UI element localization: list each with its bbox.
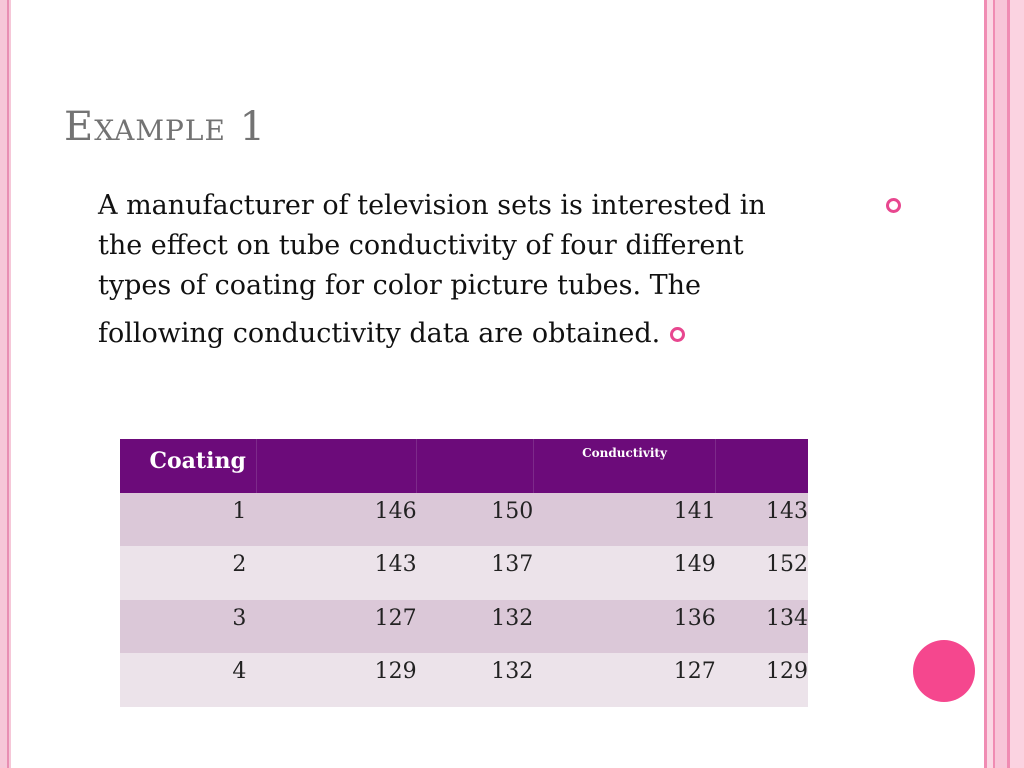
slide-title: Example 1 [64, 104, 267, 150]
conductivity-table [120, 439, 808, 707]
header-conductivity: Conductivity [533, 439, 715, 493]
bullet-line-2: the effect on tube conductivity of four different [98, 230, 744, 261]
decorative-circle [913, 640, 975, 702]
table-cell: 3 [232, 606, 247, 631]
table-cell: 143 [374, 552, 417, 577]
table-cell: 149 [673, 552, 716, 577]
bullet-dot-icon-right [886, 198, 901, 213]
table-cell: 143 [766, 499, 808, 524]
table-row [120, 493, 808, 546]
table-cell: 132 [491, 606, 534, 631]
table-cell: 2 [232, 552, 247, 577]
bullet-line-4: following conductivity data are obtained. [98, 318, 661, 349]
table-row [120, 600, 808, 653]
table-cell: 146 [374, 499, 417, 524]
bullet-paragraph [98, 186, 888, 354]
left-border-line [7, 0, 9, 768]
table-row [120, 546, 808, 600]
table-cell: 137 [491, 552, 534, 577]
header-coating: Coating [120, 439, 256, 493]
table-cell: 132 [491, 659, 534, 684]
table-cell: 129 [766, 659, 808, 684]
header-empty-1 [256, 439, 416, 493]
left-border [0, 0, 11, 768]
table-cell: 129 [374, 659, 417, 684]
bullet-line-1: A manufacturer of television sets is interested in [98, 190, 766, 221]
bullet-line-3: types of coating for color picture tubes. The [98, 270, 701, 301]
table-cell: 136 [673, 606, 716, 631]
table-cell: 141 [673, 499, 716, 524]
table-cell: 4 [232, 659, 247, 684]
header-empty-2 [417, 439, 534, 493]
table-cell: 150 [491, 499, 534, 524]
table-cell: 127 [673, 659, 716, 684]
header-empty-3 [716, 439, 808, 493]
table-cell: 1 [232, 499, 247, 524]
table-row [120, 653, 808, 707]
bullet-dot-icon [670, 327, 685, 342]
table-header-row [120, 439, 808, 493]
table-cell: 127 [374, 606, 417, 631]
table-cell: 152 [766, 552, 808, 577]
table-cell: 134 [766, 606, 808, 631]
